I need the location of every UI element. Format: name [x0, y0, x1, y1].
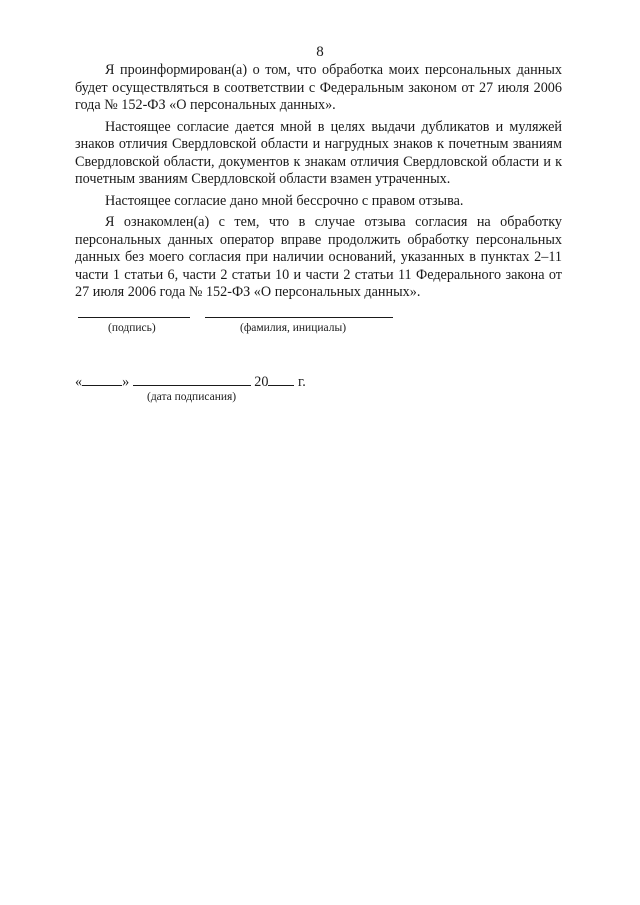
consent-text — [75, 62, 562, 306]
paragraph-info: Я проинформирован(а) о том, что обработка моих персональных данных будет осуществляться в соответствии с Федеральным законом от 27 июля 2006 года № 152-ФЗ «О персональных данных». — [75, 62, 562, 113]
paragraph-purpose: Настоящее согласие дается мной в целях выдачи дубликатов и муляжей знаков отличия Свердловской области и нагрудных знаков к почетным званиям Свердловской области, документов к знакам отличия Свердловской области и к почетным званиям Свердловской области взамен утраченных. — [75, 118, 562, 187]
year-prefix: 20 — [254, 374, 269, 390]
year-suffix: г. — [298, 374, 306, 390]
signature-line[interactable] — [78, 317, 190, 318]
paragraph-term: Настоящее согласие дано мной бессрочно с правом отзыва. — [105, 192, 464, 209]
date-field — [75, 373, 306, 391]
year-blank[interactable] — [268, 373, 294, 386]
day-blank[interactable] — [82, 373, 122, 386]
paragraph-withdrawal: Я ознакомлен(а) с тем, что в случае отзыва согласия на обработку персональных данных оператор вправе продолжить обработку персональных данных без моего согласия при наличии оснований, указанных в пунктах 2–11 части 1 статьи 6, части 2 статьи 10 и части 2 статьи 11 Федерального закона от 27 июля 2006 года № 152-ФЗ «О персональных данных». — [75, 214, 562, 300]
date-caption: (дата подписания) — [147, 391, 237, 403]
month-blank[interactable] — [133, 373, 251, 386]
name-caption: (фамилия, инициалы) — [240, 322, 347, 334]
page-number: 8 — [316, 44, 324, 60]
open-quote: « — [75, 374, 83, 390]
close-quote: » — [122, 374, 130, 390]
signature-caption: (подпись) — [108, 322, 156, 334]
name-line[interactable] — [205, 317, 393, 318]
